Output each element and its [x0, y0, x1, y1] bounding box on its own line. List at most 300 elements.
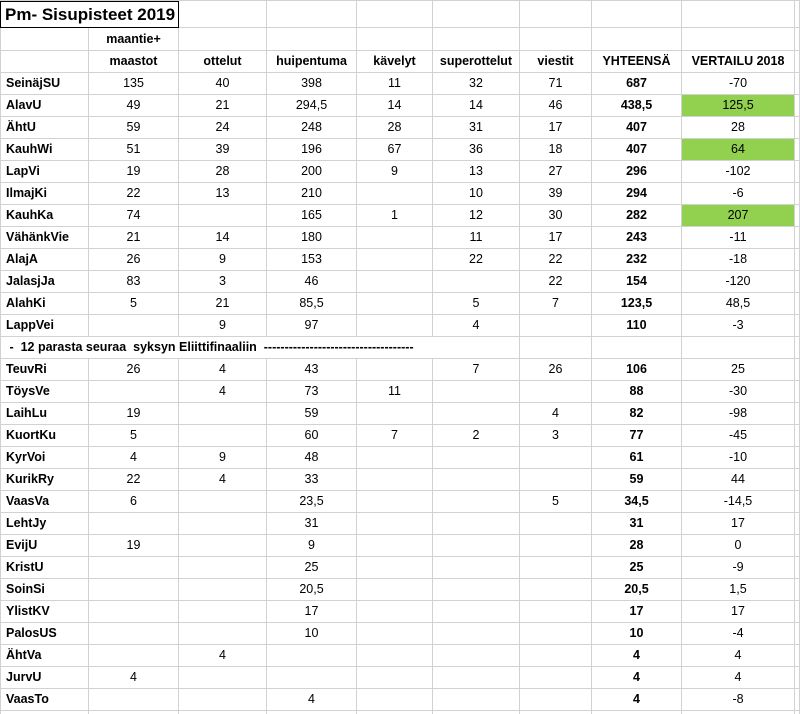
team-cell[interactable]: KauhKa [0, 205, 89, 227]
value-cell[interactable]: 6 [89, 491, 179, 513]
team-cell[interactable]: YlistKV [0, 601, 89, 623]
total-cell[interactable]: 20,5 [592, 579, 682, 601]
value-cell[interactable]: 74 [89, 205, 179, 227]
value-cell[interactable] [267, 645, 357, 667]
total-cell[interactable]: 243 [592, 227, 682, 249]
value-cell[interactable]: 165 [267, 205, 357, 227]
vertailu-cell[interactable]: 0 [682, 535, 795, 557]
value-cell[interactable]: 21 [179, 293, 267, 315]
empty-cell[interactable] [433, 1, 520, 28]
value-cell[interactable] [357, 579, 433, 601]
value-cell[interactable]: 43 [267, 359, 357, 381]
header-cell-maastot[interactable]: maastot [89, 51, 179, 73]
value-cell[interactable] [520, 689, 592, 711]
vertailu-cell[interactable]: -6 [682, 183, 795, 205]
total-cell[interactable]: 88 [592, 381, 682, 403]
value-cell[interactable] [89, 645, 179, 667]
vertailu-cell[interactable]: -9 [682, 557, 795, 579]
vertailu-cell[interactable]: -14,5 [682, 491, 795, 513]
vertailu-cell[interactable]: -45 [682, 425, 795, 447]
value-cell[interactable] [179, 403, 267, 425]
filler-cell [795, 403, 800, 425]
value-cell[interactable]: 26 [520, 359, 592, 381]
value-cell[interactable]: 9 [179, 249, 267, 271]
vertailu-cell[interactable]: -18 [682, 249, 795, 271]
value-cell[interactable]: 3 [520, 425, 592, 447]
total-cell[interactable]: 282 [592, 205, 682, 227]
value-cell[interactable]: 24 [179, 117, 267, 139]
value-cell[interactable]: 153 [267, 249, 357, 271]
table-row [0, 227, 800, 249]
value-cell[interactable] [357, 469, 433, 491]
value-cell[interactable]: 4 [179, 359, 267, 381]
header-cell-superottelut[interactable]: superottelut [433, 51, 520, 73]
vertailu-cell[interactable]: -3 [682, 315, 795, 337]
value-cell[interactable]: 7 [433, 359, 520, 381]
value-cell[interactable]: 10 [267, 623, 357, 645]
value-cell[interactable] [520, 513, 592, 535]
empty-cell[interactable] [520, 337, 592, 359]
table-row [0, 183, 800, 205]
value-cell[interactable]: 9 [179, 447, 267, 469]
value-cell[interactable] [357, 689, 433, 711]
value-cell[interactable]: 21 [179, 95, 267, 117]
value-cell[interactable]: 10 [433, 183, 520, 205]
value-cell[interactable]: 22 [520, 271, 592, 293]
team-cell[interactable]: ÄhtVa [0, 645, 89, 667]
value-cell[interactable] [357, 293, 433, 315]
empty-cell[interactable] [592, 28, 682, 51]
empty-cell[interactable] [592, 337, 682, 359]
team-cell[interactable]: JurvU [0, 667, 89, 689]
value-cell[interactable]: 83 [89, 271, 179, 293]
value-cell[interactable] [433, 469, 520, 491]
value-cell[interactable]: 19 [89, 161, 179, 183]
vertailu-cell[interactable]: -120 [682, 271, 795, 293]
header-cell-huipentuma[interactable]: huipentuma [267, 51, 357, 73]
value-cell[interactable]: 36 [433, 139, 520, 161]
value-cell[interactable]: 51 [89, 139, 179, 161]
team-cell[interactable]: KristU [0, 557, 89, 579]
team-cell[interactable]: VaasTo [0, 689, 89, 711]
value-cell[interactable] [520, 601, 592, 623]
value-cell[interactable] [433, 579, 520, 601]
value-cell[interactable]: 17 [520, 227, 592, 249]
vertailu-cell[interactable]: 4 [682, 667, 795, 689]
team-cell[interactable]: PalosUS [0, 623, 89, 645]
value-cell[interactable]: 4 [267, 689, 357, 711]
value-cell[interactable]: 5 [433, 293, 520, 315]
value-cell[interactable]: 22 [520, 249, 592, 271]
value-cell[interactable]: 85,5 [267, 293, 357, 315]
value-cell[interactable] [357, 359, 433, 381]
value-cell[interactable] [520, 645, 592, 667]
vertailu-cell[interactable]: 4 [682, 645, 795, 667]
value-cell[interactable]: 27 [520, 161, 592, 183]
total-cell[interactable]: 110 [592, 315, 682, 337]
value-cell[interactable] [357, 403, 433, 425]
sheet-title[interactable]: Pm- Sisupisteet 2019 [0, 1, 179, 28]
empty-cell[interactable] [0, 28, 89, 51]
total-cell[interactable]: 4 [592, 689, 682, 711]
team-cell[interactable]: KurikRy [0, 469, 89, 491]
header-cell-viestit[interactable]: viestit [520, 51, 592, 73]
value-cell[interactable]: 40 [179, 73, 267, 95]
value-cell[interactable]: 13 [433, 161, 520, 183]
value-cell[interactable] [433, 491, 520, 513]
value-cell[interactable]: 5 [89, 293, 179, 315]
team-cell[interactable]: LappVei [0, 315, 89, 337]
total-cell[interactable]: 294 [592, 183, 682, 205]
empty-cell[interactable] [357, 1, 433, 28]
value-cell[interactable] [357, 645, 433, 667]
value-cell[interactable]: 14 [179, 227, 267, 249]
value-cell[interactable]: 60 [267, 425, 357, 447]
value-cell[interactable]: 5 [89, 425, 179, 447]
team-cell[interactable]: VaasVa [0, 491, 89, 513]
vertailu-cell[interactable]: 125,5 [682, 95, 795, 117]
value-cell[interactable]: 17 [267, 601, 357, 623]
header-cell-yhteensa[interactable]: YHTEENSÄ [592, 51, 682, 73]
value-cell[interactable] [357, 601, 433, 623]
team-cell[interactable]: KauhWi [0, 139, 89, 161]
team-cell[interactable]: ÄhtU [0, 117, 89, 139]
value-cell[interactable]: 97 [267, 315, 357, 337]
separator-cell[interactable]: - 12 parasta seuraa syksyn Eliittifinaaliin ------------------------------------ [0, 337, 520, 359]
vertailu-cell[interactable]: 25 [682, 359, 795, 381]
value-cell[interactable]: 11 [357, 381, 433, 403]
value-cell[interactable]: 9 [357, 161, 433, 183]
value-cell[interactable]: 398 [267, 73, 357, 95]
value-cell[interactable]: 39 [520, 183, 592, 205]
vertailu-cell[interactable]: -4 [682, 623, 795, 645]
value-cell[interactable] [433, 689, 520, 711]
vertailu-cell[interactable]: -8 [682, 689, 795, 711]
value-cell[interactable] [179, 513, 267, 535]
empty-cell[interactable] [179, 1, 267, 28]
team-cell[interactable]: IlmajKi [0, 183, 89, 205]
value-cell[interactable] [179, 205, 267, 227]
value-cell[interactable]: 59 [267, 403, 357, 425]
total-cell[interactable]: 61 [592, 447, 682, 469]
value-cell[interactable] [179, 535, 267, 557]
team-cell[interactable]: KuortKu [0, 425, 89, 447]
total-cell[interactable]: 25 [592, 557, 682, 579]
total-cell[interactable]: 4 [592, 667, 682, 689]
value-cell[interactable]: 71 [520, 73, 592, 95]
team-cell[interactable]: SoinSi [0, 579, 89, 601]
value-cell[interactable]: 14 [357, 95, 433, 117]
empty-cell[interactable] [682, 337, 795, 359]
total-cell[interactable]: 77 [592, 425, 682, 447]
team-cell[interactable]: VähänkVie [0, 227, 89, 249]
value-cell[interactable]: 67 [357, 139, 433, 161]
value-cell[interactable] [357, 623, 433, 645]
total-cell[interactable]: 106 [592, 359, 682, 381]
value-cell[interactable]: 32 [433, 73, 520, 95]
value-cell[interactable] [520, 469, 592, 491]
vertailu-cell[interactable]: -11 [682, 227, 795, 249]
vertailu-cell[interactable]: -30 [682, 381, 795, 403]
value-cell[interactable] [520, 579, 592, 601]
filler-cell [795, 381, 800, 403]
value-cell[interactable] [433, 403, 520, 425]
value-cell[interactable]: 4 [89, 447, 179, 469]
value-cell[interactable]: 5 [520, 491, 592, 513]
value-cell[interactable]: 4 [179, 645, 267, 667]
value-cell[interactable] [357, 535, 433, 557]
value-cell[interactable]: 196 [267, 139, 357, 161]
value-cell[interactable] [520, 623, 592, 645]
vertailu-cell[interactable]: -10 [682, 447, 795, 469]
filler-cell [795, 667, 800, 689]
total-cell[interactable]: 31 [592, 513, 682, 535]
total-cell[interactable]: 4 [592, 645, 682, 667]
vertailu-cell[interactable]: -70 [682, 73, 795, 95]
total-cell[interactable]: 296 [592, 161, 682, 183]
filler-cell [795, 315, 800, 337]
value-cell[interactable] [433, 271, 520, 293]
vertailu-cell[interactable]: 207 [682, 205, 795, 227]
value-cell[interactable] [433, 667, 520, 689]
value-cell[interactable]: 135 [89, 73, 179, 95]
table-row [0, 249, 800, 271]
value-cell[interactable]: 22 [433, 249, 520, 271]
value-cell[interactable] [520, 381, 592, 403]
empty-cell[interactable] [179, 28, 267, 51]
team-cell[interactable]: TöysVe [0, 381, 89, 403]
team-cell[interactable]: AlavU [0, 95, 89, 117]
empty-cell[interactable] [682, 28, 795, 51]
value-cell[interactable]: 25 [267, 557, 357, 579]
value-cell[interactable]: 22 [89, 183, 179, 205]
value-cell[interactable] [357, 271, 433, 293]
value-cell[interactable] [179, 667, 267, 689]
value-cell[interactable]: 48 [267, 447, 357, 469]
vertailu-cell[interactable]: 44 [682, 469, 795, 491]
total-cell[interactable]: 17 [592, 601, 682, 623]
value-cell[interactable]: 26 [89, 359, 179, 381]
value-cell[interactable]: 4 [89, 667, 179, 689]
filler-cell [795, 425, 800, 447]
value-cell[interactable] [433, 623, 520, 645]
vertailu-cell[interactable]: -102 [682, 161, 795, 183]
total-cell[interactable]: 34,5 [592, 491, 682, 513]
table-row [0, 579, 800, 601]
value-cell[interactable] [89, 381, 179, 403]
value-cell[interactable] [357, 183, 433, 205]
vertailu-cell[interactable]: -98 [682, 403, 795, 425]
empty-cell[interactable] [520, 28, 592, 51]
value-cell[interactable]: 31 [267, 513, 357, 535]
team-cell[interactable]: LapVi [0, 161, 89, 183]
empty-cell[interactable] [682, 1, 795, 28]
value-cell[interactable]: 180 [267, 227, 357, 249]
team-cell[interactable]: SeinäjSU [0, 73, 89, 95]
value-cell[interactable]: 49 [89, 95, 179, 117]
value-cell[interactable] [520, 315, 592, 337]
value-cell[interactable] [179, 601, 267, 623]
value-cell[interactable] [433, 645, 520, 667]
filler-cell [795, 73, 800, 95]
table-row [0, 73, 800, 95]
value-cell[interactable]: 9 [267, 535, 357, 557]
total-cell[interactable]: 154 [592, 271, 682, 293]
value-cell[interactable] [433, 557, 520, 579]
value-cell[interactable]: 73 [267, 381, 357, 403]
pre-header-cell[interactable]: maantie+ [89, 28, 179, 51]
vertailu-cell[interactable]: 64 [682, 139, 795, 161]
value-cell[interactable]: 13 [179, 183, 267, 205]
value-cell[interactable]: 21 [89, 227, 179, 249]
filler-cell [795, 28, 800, 51]
value-cell[interactable] [520, 667, 592, 689]
value-cell[interactable] [89, 557, 179, 579]
value-cell[interactable] [89, 601, 179, 623]
total-cell[interactable]: 10 [592, 623, 682, 645]
value-cell[interactable]: 12 [433, 205, 520, 227]
header-cell-vertailu[interactable]: VERTAILU 2018 [682, 51, 795, 73]
vertailu-cell[interactable]: 1,5 [682, 579, 795, 601]
value-cell[interactable] [179, 425, 267, 447]
value-cell[interactable]: 30 [520, 205, 592, 227]
value-cell[interactable]: 200 [267, 161, 357, 183]
value-cell[interactable] [267, 667, 357, 689]
value-cell[interactable]: 248 [267, 117, 357, 139]
value-cell[interactable]: 23,5 [267, 491, 357, 513]
total-cell[interactable]: 407 [592, 139, 682, 161]
value-cell[interactable]: 2 [433, 425, 520, 447]
table-row [0, 403, 800, 425]
vertailu-cell[interactable]: 17 [682, 601, 795, 623]
value-cell[interactable]: 294,5 [267, 95, 357, 117]
header-cell-ottelut[interactable]: ottelut [179, 51, 267, 73]
value-cell[interactable]: 22 [89, 469, 179, 491]
empty-cell[interactable] [592, 1, 682, 28]
value-cell[interactable]: 26 [89, 249, 179, 271]
total-cell[interactable]: 438,5 [592, 95, 682, 117]
team-cell[interactable]: LehtJy [0, 513, 89, 535]
empty-cell[interactable] [0, 51, 89, 73]
value-cell[interactable] [520, 447, 592, 469]
vertailu-cell[interactable]: 28 [682, 117, 795, 139]
value-cell[interactable] [89, 513, 179, 535]
value-cell[interactable] [179, 579, 267, 601]
empty-cell[interactable] [357, 28, 433, 51]
value-cell[interactable] [89, 623, 179, 645]
value-cell[interactable] [89, 315, 179, 337]
value-cell[interactable]: 31 [433, 117, 520, 139]
value-cell[interactable]: 4 [179, 469, 267, 491]
value-cell[interactable]: 14 [433, 95, 520, 117]
value-cell[interactable] [179, 623, 267, 645]
empty-cell[interactable] [520, 1, 592, 28]
value-cell[interactable] [520, 535, 592, 557]
value-cell[interactable]: 1 [357, 205, 433, 227]
team-cell[interactable]: LaihLu [0, 403, 89, 425]
value-cell[interactable] [433, 535, 520, 557]
value-cell[interactable]: 7 [357, 425, 433, 447]
value-cell[interactable]: 9 [179, 315, 267, 337]
value-cell[interactable] [433, 601, 520, 623]
filler-cell [795, 491, 800, 513]
value-cell[interactable] [433, 381, 520, 403]
value-cell[interactable]: 17 [520, 117, 592, 139]
value-cell[interactable]: 19 [89, 403, 179, 425]
vertailu-cell[interactable]: 17 [682, 513, 795, 535]
total-cell[interactable]: 123,5 [592, 293, 682, 315]
value-cell[interactable] [433, 513, 520, 535]
team-cell[interactable]: JalasjJa [0, 271, 89, 293]
team-cell[interactable]: EvijU [0, 535, 89, 557]
vertailu-cell[interactable]: 48,5 [682, 293, 795, 315]
value-cell[interactable]: 28 [357, 117, 433, 139]
value-cell[interactable] [357, 227, 433, 249]
value-cell[interactable]: 11 [433, 227, 520, 249]
value-cell[interactable]: 20,5 [267, 579, 357, 601]
value-cell[interactable] [357, 315, 433, 337]
table-row [0, 491, 800, 513]
value-cell[interactable] [357, 491, 433, 513]
total-cell[interactable]: 687 [592, 73, 682, 95]
value-cell[interactable]: 4 [179, 381, 267, 403]
empty-cell[interactable] [267, 1, 357, 28]
value-cell[interactable] [357, 667, 433, 689]
table-row [0, 601, 800, 623]
empty-cell[interactable] [267, 28, 357, 51]
empty-cell[interactable] [433, 28, 520, 51]
value-cell[interactable] [357, 447, 433, 469]
value-cell[interactable]: 46 [520, 95, 592, 117]
total-cell[interactable]: 28 [592, 535, 682, 557]
value-cell[interactable] [89, 579, 179, 601]
total-cell[interactable]: 232 [592, 249, 682, 271]
value-cell[interactable]: 4 [520, 403, 592, 425]
value-cell[interactable] [520, 557, 592, 579]
header-cell-kavelyt[interactable]: kävelyt [357, 51, 433, 73]
value-cell[interactable] [89, 689, 179, 711]
value-cell[interactable]: 46 [267, 271, 357, 293]
total-cell[interactable]: 82 [592, 403, 682, 425]
team-cell[interactable]: AlajA [0, 249, 89, 271]
team-cell[interactable]: TeuvRi [0, 359, 89, 381]
value-cell[interactable]: 33 [267, 469, 357, 491]
value-cell[interactable] [179, 689, 267, 711]
total-cell[interactable]: 59 [592, 469, 682, 491]
team-cell[interactable]: AlahKi [0, 293, 89, 315]
value-cell[interactable] [179, 491, 267, 513]
value-cell[interactable] [357, 249, 433, 271]
value-cell[interactable] [357, 557, 433, 579]
value-cell[interactable]: 210 [267, 183, 357, 205]
value-cell[interactable]: 59 [89, 117, 179, 139]
value-cell[interactable]: 11 [357, 73, 433, 95]
value-cell[interactable]: 7 [520, 293, 592, 315]
value-cell[interactable] [433, 447, 520, 469]
value-cell[interactable]: 18 [520, 139, 592, 161]
team-cell[interactable]: KyrVoi [0, 447, 89, 469]
value-cell[interactable]: 39 [179, 139, 267, 161]
total-cell[interactable]: 407 [592, 117, 682, 139]
value-cell[interactable]: 19 [89, 535, 179, 557]
value-cell[interactable] [179, 557, 267, 579]
value-cell[interactable]: 4 [433, 315, 520, 337]
value-cell[interactable]: 28 [179, 161, 267, 183]
table-row [0, 205, 800, 227]
filler-cell [795, 161, 800, 183]
value-cell[interactable]: 3 [179, 271, 267, 293]
value-cell[interactable] [357, 513, 433, 535]
